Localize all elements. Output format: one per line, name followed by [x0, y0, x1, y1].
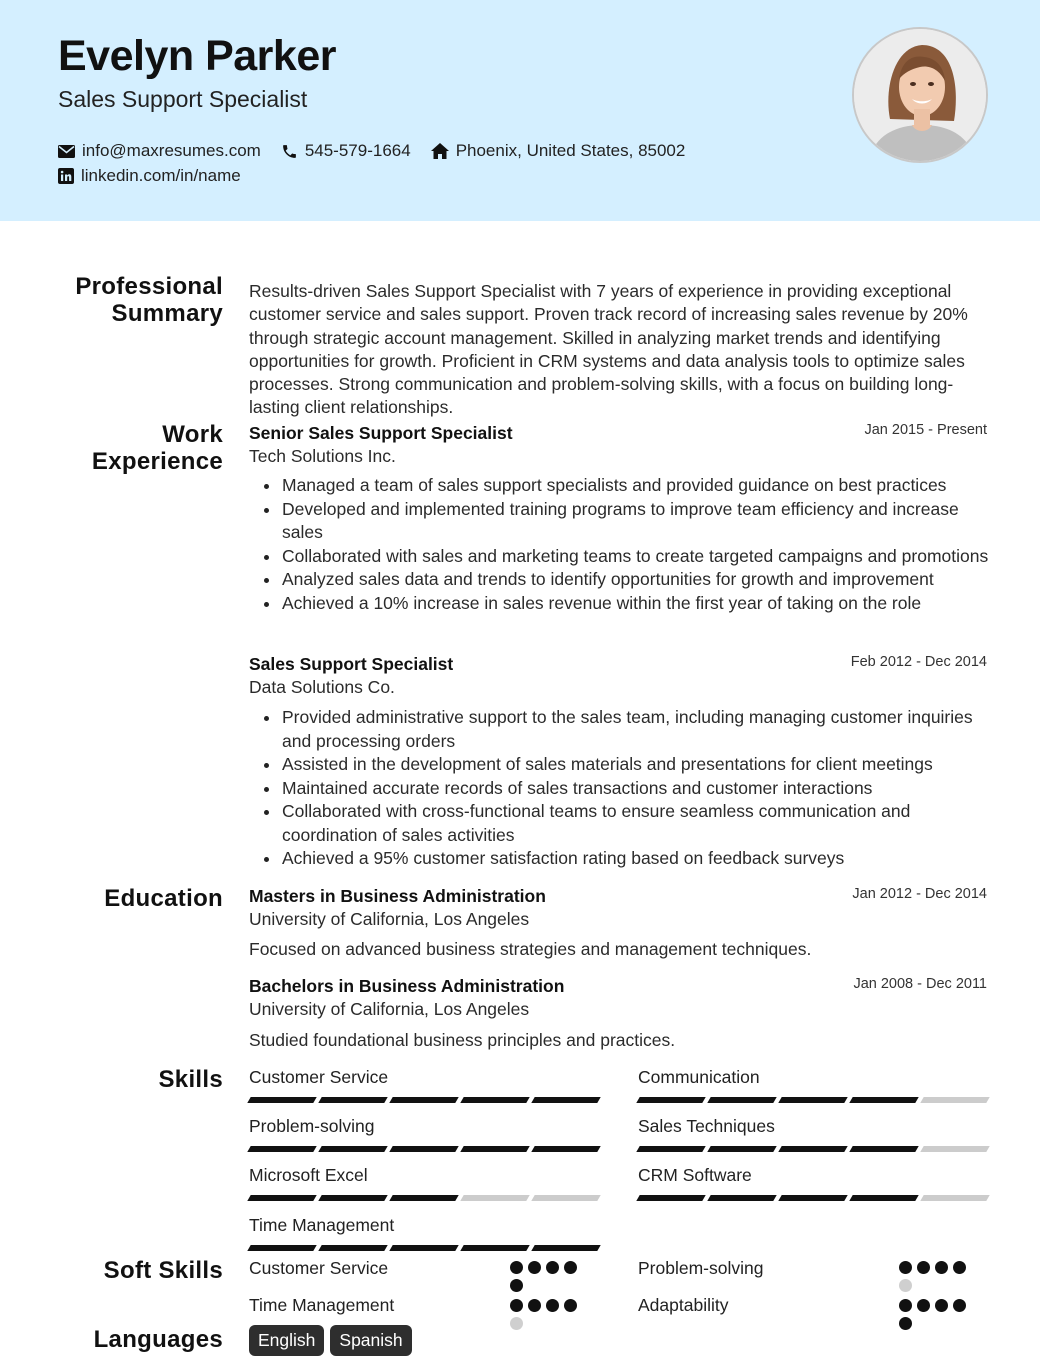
envelope-icon [58, 145, 75, 158]
skill-level-segment [849, 1097, 918, 1103]
skill-level-segment [247, 1097, 316, 1103]
phone-icon [281, 143, 298, 160]
job-company: Data Solutions Co. [249, 677, 395, 697]
home-icon [431, 143, 449, 159]
bullet-item: Managed a team of sales support specialists and provided guidance on best practices [262, 474, 989, 498]
section-soft-skills-heading: Soft Skills [103, 1257, 223, 1284]
job-bullets [262, 474, 989, 615]
skill-name: Problem-solving [249, 1116, 375, 1136]
soft-skill-dots [510, 1299, 580, 1330]
candidate-name: Evelyn Parker [58, 32, 336, 80]
contact-info [58, 139, 705, 189]
linkedin-text: linkedin.com/in/name [81, 166, 241, 185]
heading-line: Professional [75, 273, 223, 300]
section-education-heading: Education [104, 885, 223, 912]
bullet-item: Analyzed sales data and trends to identify opportunities for growth and improvement [262, 568, 989, 592]
skill-level-segment [318, 1195, 387, 1201]
skill-level-bar [249, 1245, 599, 1251]
soft-skill-name: Customer Service [249, 1258, 389, 1278]
heading-line: Experience [91, 448, 223, 475]
soft-skill-dot [546, 1299, 559, 1312]
skill-item [249, 1116, 599, 1152]
degree-date: Jan 2008 - Dec 2011 [853, 976, 987, 992]
skill-name: Microsoft Excel [249, 1165, 368, 1185]
email-text: info@maxresumes.com [82, 141, 261, 160]
job-title: Senior Sales Support Specialist [249, 423, 513, 443]
candidate-title: Sales Support Specialist [58, 86, 308, 112]
bullet-item: Assisted in the development of sales materials and presentations for client meetings [262, 753, 989, 777]
skill-level-segment [389, 1245, 458, 1251]
skill-level-segment [531, 1245, 600, 1251]
skill-level-segment [389, 1195, 458, 1201]
skill-level-segment [636, 1097, 705, 1103]
job-company: Tech Solutions Inc. [249, 446, 396, 466]
bullet-item: Achieved a 95% customer satisfaction rating based on feedback surveys [262, 847, 989, 871]
section-languages-heading: Languages [93, 1326, 223, 1353]
location-contact [431, 141, 686, 161]
email-contact[interactable] [58, 141, 261, 161]
section-skills-heading: Skills [158, 1066, 223, 1093]
linkedin-contact[interactable] [58, 166, 241, 186]
soft-skill-dot [935, 1261, 948, 1274]
skill-item [249, 1165, 599, 1201]
soft-skill-dot [899, 1279, 912, 1292]
job-date: Feb 2012 - Dec 2014 [850, 654, 987, 670]
degree-date: Jan 2012 - Dec 2014 [852, 886, 987, 902]
bullet-item: Collaborated with sales and marketing teams to create targeted campaigns and promotions [262, 545, 989, 569]
skill-level-segment [247, 1146, 316, 1152]
skill-level-segment [636, 1195, 705, 1201]
job-bullets [262, 706, 989, 871]
soft-skill-name: Problem-solving [638, 1258, 764, 1278]
skill-item [638, 1116, 988, 1152]
skill-level-segment [247, 1195, 316, 1201]
bullet-item: Provided administrative support to the sales team, including managing customer inquiries and processing orders [262, 706, 989, 753]
skill-level-bar [638, 1195, 988, 1201]
soft-skill-dot [899, 1261, 912, 1274]
soft-skill-dots [510, 1261, 580, 1292]
degree-description: Focused on advanced business strategies and management techniques. [249, 939, 812, 959]
skill-level-segment [318, 1097, 387, 1103]
skill-level-segment [636, 1146, 705, 1152]
soft-skill-dot [953, 1299, 966, 1312]
skill-level-segment [920, 1195, 989, 1201]
skill-level-segment [389, 1146, 458, 1152]
linkedin-icon [58, 168, 74, 184]
bullet-item: Maintained accurate records of sales transactions and customer interactions [262, 777, 989, 801]
language-list [249, 1325, 412, 1356]
skill-name: Sales Techniques [638, 1116, 775, 1136]
heading-line: Work [162, 421, 223, 448]
section-summary-heading [40, 273, 223, 327]
job-title: Sales Support Specialist [249, 654, 454, 674]
soft-skill-dots [899, 1299, 969, 1330]
soft-skill-dot [917, 1261, 930, 1274]
skill-level-segment [389, 1097, 458, 1103]
summary-text: Results-driven Sales Support Specialist with 7 years of experience in providing exceptional customer service and sales support. Proven track record of increasing sales revenue by 20% through strategic account management. Skilled in analyzing market trends and identifying opportunities for growth. Proficient in CRM systems and data analysis tools to optimize sales processes. Strong communication and problem-solving skills, with a focus on building long-lasting client relationships. [249, 281, 968, 418]
soft-skill-dot [564, 1299, 577, 1312]
location-text: Phoenix, United States, 85002 [455, 141, 686, 160]
skill-level-segment [531, 1146, 600, 1152]
skill-level-segment [920, 1097, 989, 1103]
phone-text: 545-579-1664 [304, 141, 411, 160]
skill-level-segment [460, 1195, 529, 1201]
soft-skill-dot [528, 1299, 541, 1312]
job-date: Jan 2015 - Present [864, 422, 987, 438]
skill-level-bar [638, 1097, 988, 1103]
bullet-item: Developed and implemented training programs to improve team efficiency and increase sales [262, 498, 989, 545]
soft-skill-dot [917, 1299, 930, 1312]
soft-skill-name: Time Management [249, 1295, 395, 1315]
soft-skill-dots [899, 1261, 969, 1292]
skill-level-segment [707, 1097, 776, 1103]
soft-skill-dot [510, 1261, 523, 1274]
skill-level-segment [778, 1195, 847, 1201]
skill-item [249, 1215, 599, 1251]
degree-title: Bachelors in Business Administration [249, 976, 565, 996]
skill-level-segment [247, 1245, 316, 1251]
skill-level-bar [249, 1195, 599, 1201]
soft-skill-dot [899, 1317, 912, 1330]
soft-skill-dot [953, 1261, 966, 1274]
skill-level-segment [849, 1195, 918, 1201]
skill-level-segment [707, 1195, 776, 1201]
skill-level-segment [849, 1146, 918, 1152]
skill-level-segment [460, 1146, 529, 1152]
bullet-item: Achieved a 10% increase in sales revenue within the first year of taking on the role [262, 592, 989, 616]
portrait-icon [854, 29, 988, 163]
school-name: University of California, Los Angeles [249, 909, 530, 929]
skill-level-segment [920, 1146, 989, 1152]
skill-level-bar [638, 1146, 988, 1152]
resume-header [0, 0, 1040, 221]
soft-skill-dot [935, 1299, 948, 1312]
soft-skill-dot [564, 1261, 577, 1274]
skill-item [638, 1165, 988, 1201]
soft-skill-dot [899, 1299, 912, 1312]
skill-item [249, 1067, 599, 1103]
skill-level-segment [778, 1146, 847, 1152]
profile-photo [852, 27, 988, 163]
skill-level-segment [318, 1245, 387, 1251]
skill-level-segment [460, 1097, 529, 1103]
section-work-heading [40, 421, 223, 475]
skill-level-segment [531, 1195, 600, 1201]
phone-contact[interactable] [281, 141, 411, 161]
skill-name: Time Management [249, 1215, 395, 1235]
skill-level-segment [318, 1146, 387, 1152]
degree-description: Studied foundational business principles and practices. [249, 1030, 676, 1050]
degree-title: Masters in Business Administration [249, 886, 546, 906]
language-tag: English [249, 1325, 324, 1356]
skill-level-segment [460, 1245, 529, 1251]
soft-skill-dot [510, 1317, 523, 1330]
bullet-item: Collaborated with cross-functional teams to ensure seamless communication and coordination of sales activities [262, 800, 989, 847]
skill-name: Customer Service [249, 1067, 389, 1087]
soft-skill-dot [546, 1261, 559, 1274]
skill-level-segment [778, 1097, 847, 1103]
skill-level-bar [249, 1097, 599, 1103]
heading-line: Summary [111, 300, 223, 327]
skill-level-segment [531, 1097, 600, 1103]
soft-skill-dot [528, 1261, 541, 1274]
skill-level-segment [707, 1146, 776, 1152]
skill-name: CRM Software [638, 1165, 752, 1185]
soft-skill-dot [510, 1279, 523, 1292]
soft-skill-name: Adaptability [638, 1295, 729, 1315]
soft-skill-dot [510, 1299, 523, 1312]
skill-item [638, 1067, 988, 1103]
skill-level-bar [249, 1146, 599, 1152]
school-name: University of California, Los Angeles [249, 999, 530, 1019]
skill-name: Communication [638, 1067, 760, 1087]
language-tag: Spanish [330, 1325, 411, 1356]
